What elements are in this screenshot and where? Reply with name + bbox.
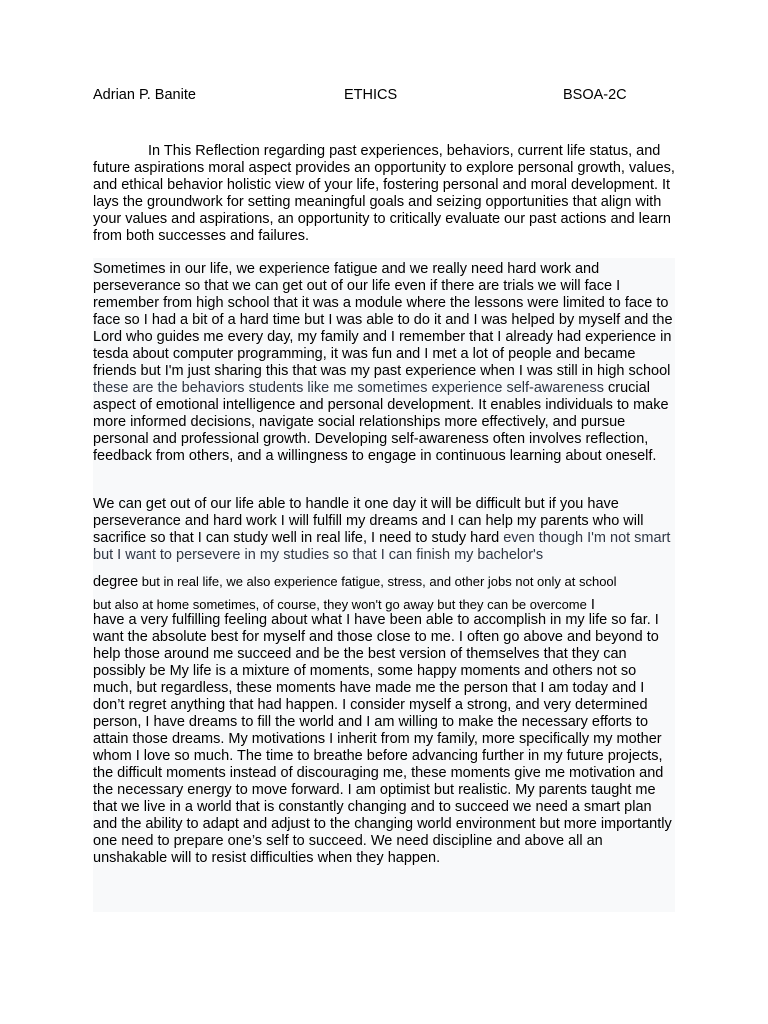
line-home-text: but also at home sometimes, of course, they won't go away but they can be overcome: [93, 597, 587, 612]
paragraph-high-school-pasted: these are the behaviors students like me sometimes experience self-awareness: [93, 380, 604, 396]
paragraph-perseverance-text: We can get out of our life able to handle it one day it will be difficult but if you have perseverance and hard work I will fulfill my dreams and I can help my parents who will sacrifice so that I can study well in real life, I need to study hard: [93, 496, 644, 546]
intro-paragraph: In This Reflection regarding past experiences, behaviors, current life status, and future aspirations moral aspect provides an opportunity to explore personal growth, values, and ethical behavior holistic view of your life, fostering personal and moral development. It lays the groundwork for setting meaningful goals and seizing opportunities that align with your values and aspirations, an opportunity to critically evaluate our past actions and learn from both successes and failures.: [93, 143, 675, 244]
paragraph-accomplishment: have a very fulfilling feeling about what I have been able to accomplish in my life so far. I want the absolute best for myself and those close to me. I often go above and beyond to help those around me succeed and be the best version of themselves that they can possibly be My life is a mixture of moments, some happy moments and others not so much, but regardless, these moments have made me the person that I am today and I don’t regret anything that had happen. I consider myself a strong, and very determined person, I have dreams to fill the world and I am willing to make the necessary efforts to attain those dreams. My motivations I inherit from my family, more specifically my mother whom I love so much. The time to breathe before advancing further in my future projects, the difficult moments instead of discouraging me, these moments give me motivation and the necessary energy to move forward. I am optimist but realistic. My parents taught me that we live in a world that is constantly changing and to succeed we need a smart plan and the ability to adapt and adjust to the changing world environment but more importantly one need to prepare one’s self to succeed. We need discipline and above all an unshakable will to resist difficulties when they happen.: [93, 612, 672, 866]
paragraph-perseverance: [93, 496, 675, 564]
paragraph-self-awareness: crucial aspect of emotional intelligence and personal development. It enables individuals to make more informed decisions, navigate social relationships more effectively, and pursue personal and professional growth. Developing self-awareness often involves reflection, feedback from others, and a willingness to engage in continuous learning about oneself.: [93, 380, 669, 464]
paragraph-high-school: [93, 261, 675, 465]
paragraph-high-school-text: Sometimes in our life, we experience fatigue and we really need hard work and perseverance so that we can get out of our life even if there are trials we will face I remember from high school that it was a module where the lessons were limited to face to face so I had a bit of a hard time but I was able to do it and I was helped by myself and the Lord who guides me every day, my family and I remember that I already had experience in tesda about computer programming, it was fun and I met a lot of people and became friends but I'm just sharing this that was my past experience when I was still in high school: [93, 261, 673, 379]
subject-title: ETHICS: [344, 87, 398, 103]
line-home-tail: I: [586, 597, 595, 613]
author-name: Adrian P. Banite: [93, 87, 196, 103]
line-degree: [93, 573, 675, 591]
line-degree-rest: but in real life, we also experience fatigue, stress, and other jobs not only at school: [138, 574, 617, 589]
document-header: [93, 87, 653, 107]
paragraph-perseverance-pasted: even though I'm not smart but I want to persevere in my studies so that I can finish my bachelor's: [93, 530, 671, 563]
line-degree-word: degree: [93, 574, 139, 590]
class-section: BSOA-2C: [563, 87, 627, 103]
